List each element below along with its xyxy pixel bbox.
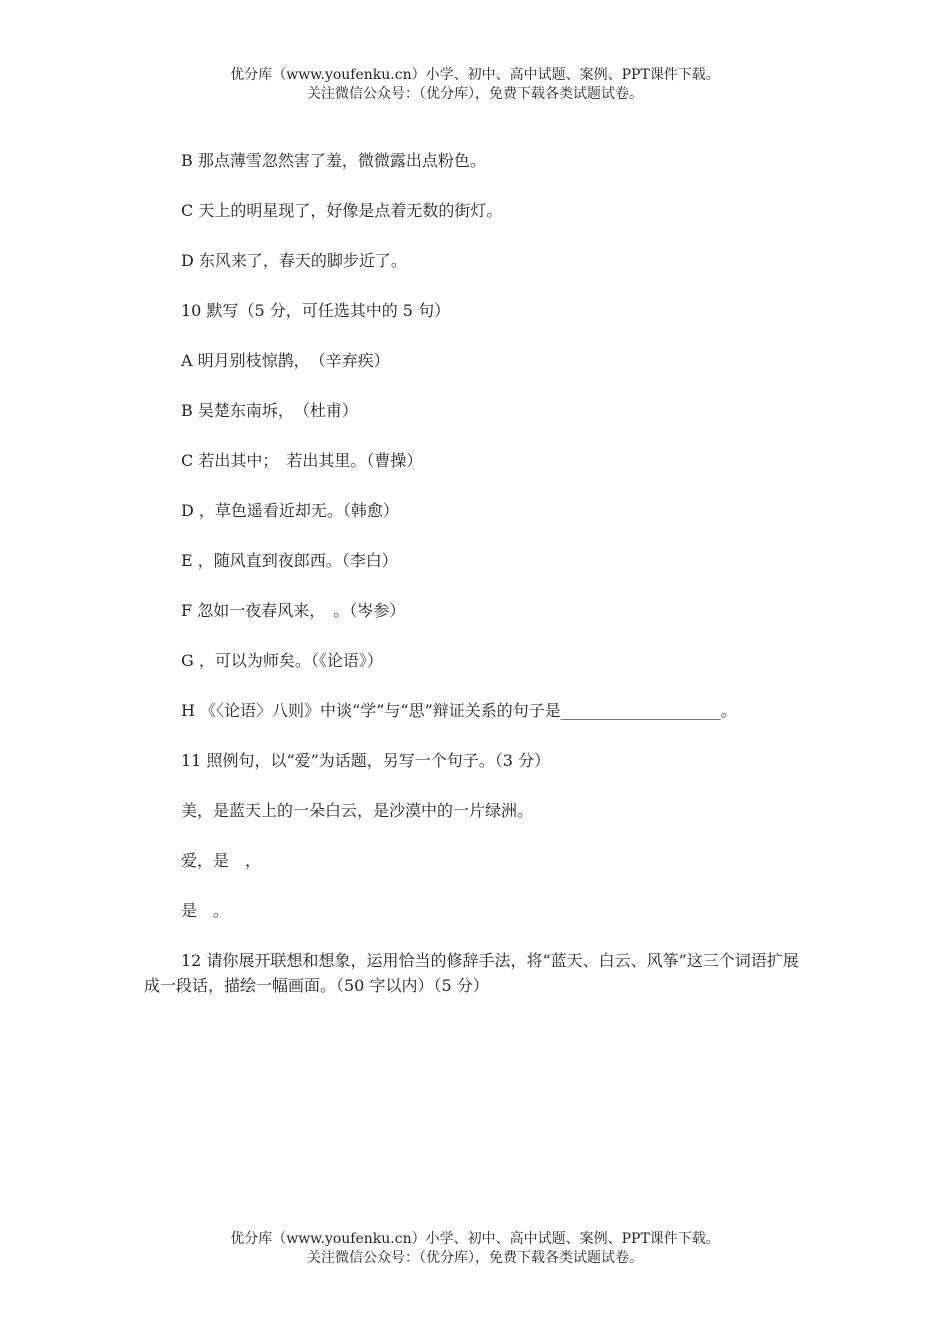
option-d-text: D 东风来了，春天的脚步近了。 xyxy=(181,251,407,270)
question-10-e: E ，随风直到夜郎西。（李白） xyxy=(181,551,398,570)
option-b-text: B 那点薄雪忽然害了羞，微微露出点粉色。 xyxy=(181,151,486,170)
footer-line-1: 优分库（www.youfenku.cn）小学、初中、高中试题、案例、PPT课件下载。 xyxy=(230,1231,720,1247)
question-11-title: 11 照例句，以“爱”为话题，另写一个句子。（3 分） xyxy=(181,751,551,770)
question-10-d: D ，草色遥看近却无。（韩愈） xyxy=(181,501,399,520)
question-11-example: 美，是蓝天上的一朵白云，是沙漠中的一片绿洲。 xyxy=(181,801,534,820)
document-body xyxy=(144,148,808,998)
page-footer xyxy=(0,1230,950,1268)
page-header xyxy=(0,66,950,104)
question-10-title: 10 默写（5 分，可任选其中的 5 句） xyxy=(181,301,451,320)
header-line-1: 优分库（www.youfenku.cn）小学、初中、高中试题、案例、PPT课件下载。 xyxy=(230,67,720,83)
question-10-f: F 忽如一夜春风来， 。（岑参） xyxy=(181,601,406,620)
question-11-answer-line-1: 爱，是 ， xyxy=(181,851,262,870)
question-10-b: B 吴楚东南坼， （杜甫） xyxy=(181,401,358,420)
question-10-a: A 明月别枝惊鹊， （辛弃疾） xyxy=(181,351,390,370)
option-c-text: C 天上的明星现了，好像是点着无数的街灯。 xyxy=(181,201,503,220)
question-12-title: 12 请你展开联想和想象，运用恰当的修辞手法，将“蓝天、白云、风筝”这三个词语扩展成一段话，描绘一幅画面。（50 字以内）（5 分） xyxy=(144,951,799,995)
question-11-answer-line-2: 是 。 xyxy=(181,901,230,920)
footer-line-2: 关注微信公众号：（优分库），免费下载各类试题试卷。 xyxy=(307,1250,643,1266)
question-10-g: G ，可以为师矣。（《论语》） xyxy=(181,651,383,670)
question-10-c: C 若出其中； 若出其里。（曹操） xyxy=(181,451,423,470)
header-line-2: 关注微信公众号：（优分库），免费下载各类试题试卷。 xyxy=(307,86,643,102)
question-10-h: H 《〈论语〉八则》中谈“学”与“思”辩证关系的句子是____________________。 xyxy=(181,701,737,720)
